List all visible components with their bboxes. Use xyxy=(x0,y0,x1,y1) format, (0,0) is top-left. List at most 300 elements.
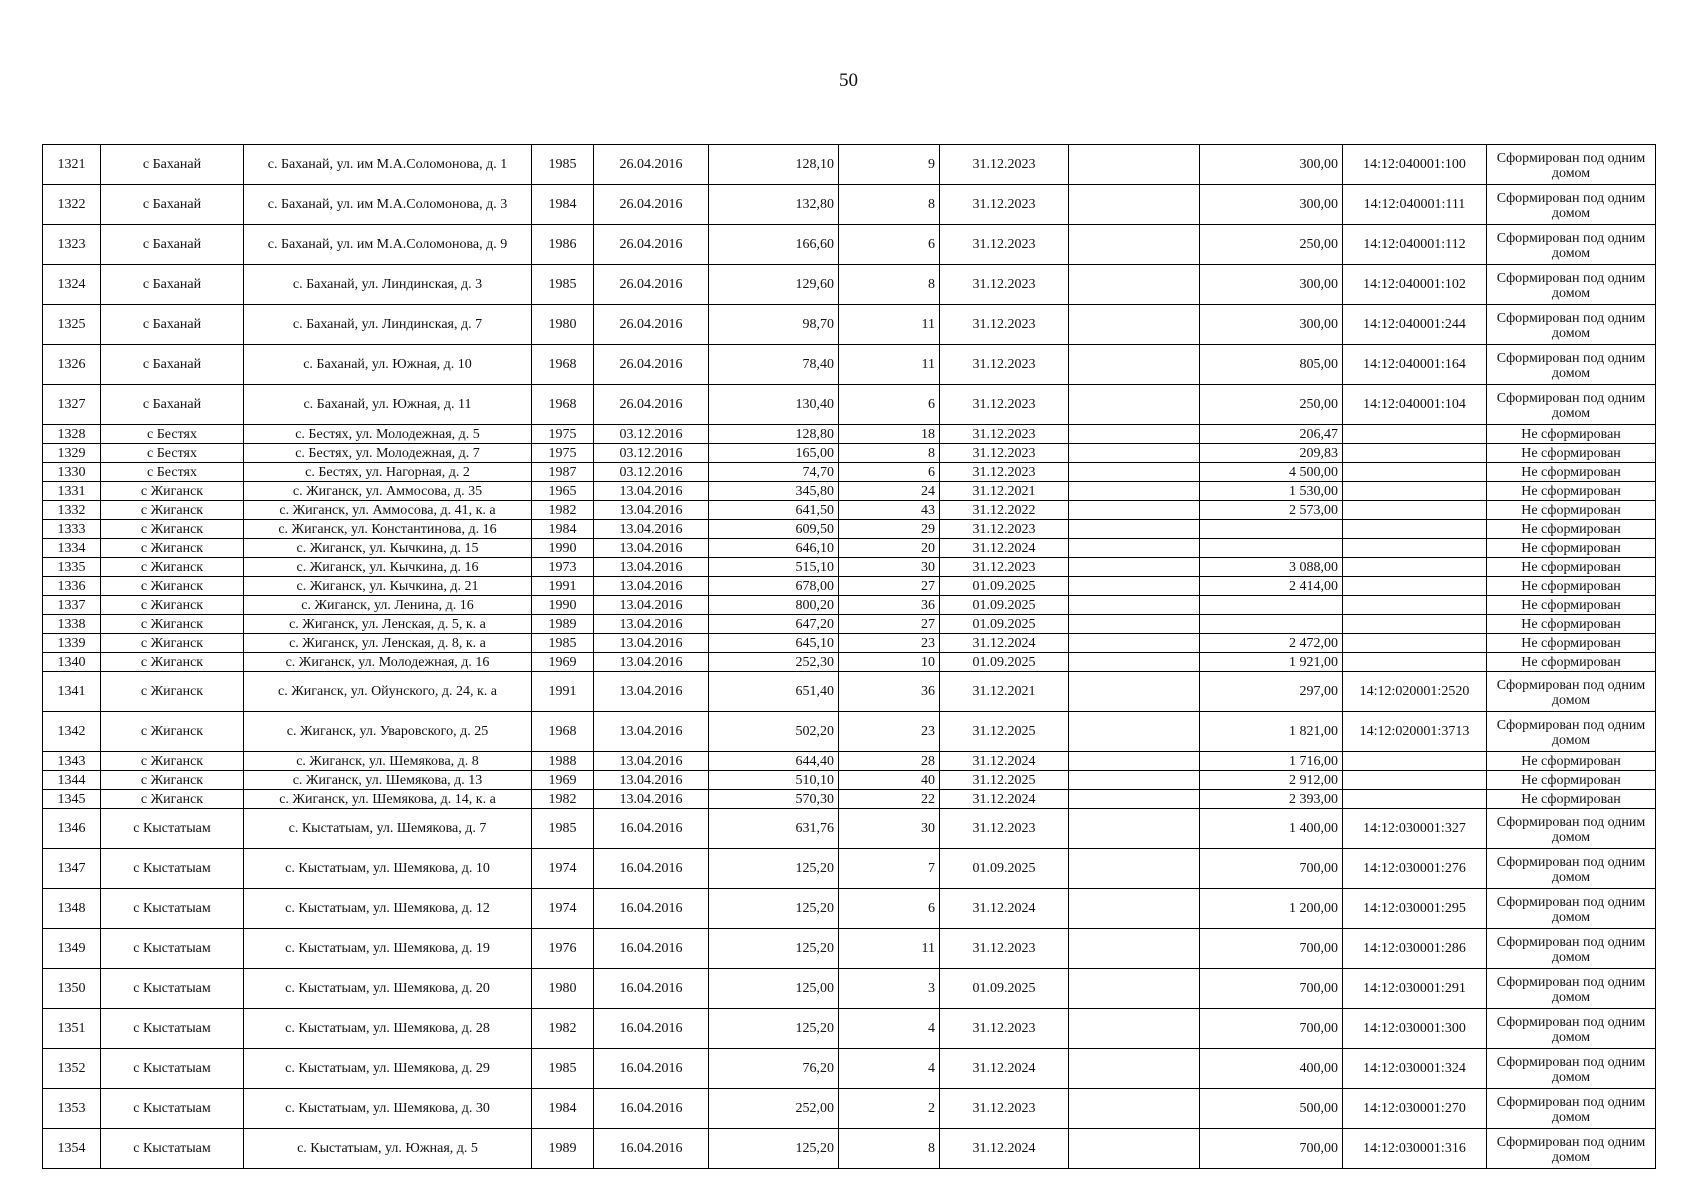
cadastral-number-cell: 14:12:020001:3713 xyxy=(1343,712,1487,752)
table-row xyxy=(43,969,1656,1009)
build-year-cell: 1974 xyxy=(532,849,594,889)
blank-cell-cell xyxy=(1069,809,1200,849)
land-status-cell: Сформирован под одним домом xyxy=(1487,712,1656,752)
address-cell: с. Жиганск, ул. Шемякова, д. 13 xyxy=(244,771,532,790)
row-number-cell: 1331 xyxy=(43,482,101,501)
blank-cell-cell xyxy=(1069,712,1200,752)
build-year-cell: 1968 xyxy=(532,712,594,752)
blank-cell-cell xyxy=(1069,889,1200,929)
relocation-deadline-cell: 31.12.2023 xyxy=(940,1089,1069,1129)
row-number-cell: 1351 xyxy=(43,1009,101,1049)
blank-cell-cell xyxy=(1069,305,1200,345)
land-status-cell: Сформирован под одним домом xyxy=(1487,1009,1656,1049)
address-cell: с. Жиганск, ул. Ленина, д. 16 xyxy=(244,596,532,615)
relocation-deadline-cell: 31.12.2023 xyxy=(940,1009,1069,1049)
address-cell: с. Кыстатыам, ул. Шемякова, д. 29 xyxy=(244,1049,532,1089)
address-cell: с. Кыстатыам, ул. Шемякова, д. 19 xyxy=(244,929,532,969)
residents-count-cell: 8 xyxy=(839,444,940,463)
registry-table xyxy=(42,144,1656,1169)
cadastral-number-cell: 14:12:030001:295 xyxy=(1343,889,1487,929)
survey-date-cell: 13.04.2016 xyxy=(594,672,709,712)
survey-date-cell: 13.04.2016 xyxy=(594,501,709,520)
survey-date-cell: 13.04.2016 xyxy=(594,712,709,752)
land-status-cell: Не сформирован xyxy=(1487,520,1656,539)
relocation-deadline-cell: 01.09.2025 xyxy=(940,653,1069,672)
settlement-cell: с Жиганск xyxy=(101,596,244,615)
cadastral-number-cell: 14:12:030001:276 xyxy=(1343,849,1487,889)
floor-area-cell: 645,10 xyxy=(709,634,839,653)
floor-area-cell: 644,40 xyxy=(709,752,839,771)
relocation-deadline-cell: 31.12.2023 xyxy=(940,444,1069,463)
cadastral-number-cell: 14:12:030001:324 xyxy=(1343,1049,1487,1089)
row-number-cell: 1353 xyxy=(43,1089,101,1129)
table-row xyxy=(43,265,1656,305)
build-year-cell: 1974 xyxy=(532,889,594,929)
residents-count-cell: 27 xyxy=(839,615,940,634)
survey-date-cell: 13.04.2016 xyxy=(594,596,709,615)
survey-date-cell: 26.04.2016 xyxy=(594,185,709,225)
cadastral-number-cell xyxy=(1343,558,1487,577)
land-area-cell: 2 573,00 xyxy=(1200,501,1343,520)
settlement-cell: с Жиганск xyxy=(101,615,244,634)
row-number-cell: 1333 xyxy=(43,520,101,539)
land-area-cell: 209,83 xyxy=(1200,444,1343,463)
floor-area-cell: 125,20 xyxy=(709,929,839,969)
land-status-cell: Не сформирован xyxy=(1487,790,1656,809)
table-row xyxy=(43,634,1656,653)
land-status-cell: Не сформирован xyxy=(1487,425,1656,444)
build-year-cell: 1980 xyxy=(532,305,594,345)
floor-area-cell: 345,80 xyxy=(709,482,839,501)
land-area-cell: 1 400,00 xyxy=(1200,809,1343,849)
survey-date-cell: 26.04.2016 xyxy=(594,145,709,185)
table-row xyxy=(43,444,1656,463)
land-area-cell: 250,00 xyxy=(1200,385,1343,425)
land-area-cell: 700,00 xyxy=(1200,1129,1343,1169)
survey-date-cell: 13.04.2016 xyxy=(594,752,709,771)
blank-cell-cell xyxy=(1069,1089,1200,1129)
residents-count-cell: 4 xyxy=(839,1009,940,1049)
relocation-deadline-cell: 31.12.2024 xyxy=(940,752,1069,771)
table-row xyxy=(43,712,1656,752)
land-status-cell: Сформирован под одним домом xyxy=(1487,889,1656,929)
relocation-deadline-cell: 31.12.2023 xyxy=(940,185,1069,225)
land-status-cell: Не сформирован xyxy=(1487,501,1656,520)
address-cell: с. Жиганск, ул. Кычкина, д. 21 xyxy=(244,577,532,596)
survey-date-cell: 13.04.2016 xyxy=(594,634,709,653)
build-year-cell: 1984 xyxy=(532,185,594,225)
build-year-cell: 1982 xyxy=(532,1009,594,1049)
floor-area-cell: 502,20 xyxy=(709,712,839,752)
build-year-cell: 1991 xyxy=(532,672,594,712)
row-number-cell: 1324 xyxy=(43,265,101,305)
settlement-cell: с Жиганск xyxy=(101,790,244,809)
build-year-cell: 1982 xyxy=(532,790,594,809)
table-row xyxy=(43,1129,1656,1169)
land-area-cell: 700,00 xyxy=(1200,929,1343,969)
row-number-cell: 1354 xyxy=(43,1129,101,1169)
survey-date-cell: 13.04.2016 xyxy=(594,615,709,634)
survey-date-cell: 16.04.2016 xyxy=(594,849,709,889)
blank-cell-cell xyxy=(1069,790,1200,809)
table-row xyxy=(43,577,1656,596)
land-status-cell: Не сформирован xyxy=(1487,596,1656,615)
row-number-cell: 1340 xyxy=(43,653,101,672)
survey-date-cell: 16.04.2016 xyxy=(594,809,709,849)
settlement-cell: с Кыстатыам xyxy=(101,969,244,1009)
land-status-cell: Сформирован под одним домом xyxy=(1487,1049,1656,1089)
address-cell: с. Жиганск, ул. Кычкина, д. 16 xyxy=(244,558,532,577)
row-number-cell: 1339 xyxy=(43,634,101,653)
row-number-cell: 1338 xyxy=(43,615,101,634)
land-status-cell: Сформирован под одним домом xyxy=(1487,1089,1656,1129)
land-area-cell: 206,47 xyxy=(1200,425,1343,444)
residents-count-cell: 6 xyxy=(839,225,940,265)
floor-area-cell: 800,20 xyxy=(709,596,839,615)
table-row xyxy=(43,1049,1656,1089)
blank-cell-cell xyxy=(1069,849,1200,889)
build-year-cell: 1984 xyxy=(532,520,594,539)
build-year-cell: 1973 xyxy=(532,558,594,577)
address-cell: с. Кыстатыам, ул. Южная, д. 5 xyxy=(244,1129,532,1169)
survey-date-cell: 13.04.2016 xyxy=(594,539,709,558)
cadastral-number-cell xyxy=(1343,539,1487,558)
residents-count-cell: 36 xyxy=(839,672,940,712)
cadastral-number-cell xyxy=(1343,425,1487,444)
relocation-deadline-cell: 31.12.2023 xyxy=(940,425,1069,444)
land-area-cell: 250,00 xyxy=(1200,225,1343,265)
survey-date-cell: 16.04.2016 xyxy=(594,969,709,1009)
settlement-cell: с Жиганск xyxy=(101,712,244,752)
settlement-cell: с Баханай xyxy=(101,185,244,225)
residents-count-cell: 3 xyxy=(839,969,940,1009)
floor-area-cell: 74,70 xyxy=(709,463,839,482)
address-cell: с. Жиганск, ул. Аммосова, д. 41, к. а xyxy=(244,501,532,520)
build-year-cell: 1975 xyxy=(532,425,594,444)
table-row xyxy=(43,463,1656,482)
land-area-cell: 700,00 xyxy=(1200,849,1343,889)
build-year-cell: 1969 xyxy=(532,771,594,790)
residents-count-cell: 10 xyxy=(839,653,940,672)
floor-area-cell: 128,10 xyxy=(709,145,839,185)
land-area-cell: 1 921,00 xyxy=(1200,653,1343,672)
relocation-deadline-cell: 31.12.2025 xyxy=(940,712,1069,752)
land-area-cell: 1 200,00 xyxy=(1200,889,1343,929)
floor-area-cell: 125,00 xyxy=(709,969,839,1009)
relocation-deadline-cell: 31.12.2024 xyxy=(940,634,1069,653)
row-number-cell: 1342 xyxy=(43,712,101,752)
land-status-cell: Не сформирован xyxy=(1487,539,1656,558)
land-status-cell: Сформирован под одним домом xyxy=(1487,225,1656,265)
cadastral-number-cell: 14:12:030001:286 xyxy=(1343,929,1487,969)
build-year-cell: 1990 xyxy=(532,539,594,558)
row-number-cell: 1346 xyxy=(43,809,101,849)
relocation-deadline-cell: 31.12.2023 xyxy=(940,225,1069,265)
blank-cell-cell xyxy=(1069,463,1200,482)
settlement-cell: с Бестях xyxy=(101,444,244,463)
residents-count-cell: 24 xyxy=(839,482,940,501)
build-year-cell: 1990 xyxy=(532,596,594,615)
relocation-deadline-cell: 01.09.2025 xyxy=(940,577,1069,596)
cadastral-number-cell: 14:12:040001:112 xyxy=(1343,225,1487,265)
settlement-cell: с Бестях xyxy=(101,463,244,482)
row-number-cell: 1345 xyxy=(43,790,101,809)
build-year-cell: 1969 xyxy=(532,653,594,672)
cadastral-number-cell xyxy=(1343,790,1487,809)
survey-date-cell: 16.04.2016 xyxy=(594,889,709,929)
blank-cell-cell xyxy=(1069,752,1200,771)
survey-date-cell: 26.04.2016 xyxy=(594,305,709,345)
land-status-cell: Сформирован под одним домом xyxy=(1487,809,1656,849)
residents-count-cell: 23 xyxy=(839,634,940,653)
table-row xyxy=(43,790,1656,809)
blank-cell-cell xyxy=(1069,1009,1200,1049)
blank-cell-cell xyxy=(1069,771,1200,790)
floor-area-cell: 130,40 xyxy=(709,385,839,425)
land-area-cell: 300,00 xyxy=(1200,185,1343,225)
address-cell: с. Жиганск, ул. Ленская, д. 5, к. а xyxy=(244,615,532,634)
cadastral-number-cell: 14:12:020001:2520 xyxy=(1343,672,1487,712)
floor-area-cell: 515,10 xyxy=(709,558,839,577)
address-cell: с. Кыстатыам, ул. Шемякова, д. 28 xyxy=(244,1009,532,1049)
land-area-cell: 700,00 xyxy=(1200,1009,1343,1049)
relocation-deadline-cell: 31.12.2023 xyxy=(940,385,1069,425)
address-cell: с. Жиганск, ул. Кычкина, д. 15 xyxy=(244,539,532,558)
relocation-deadline-cell: 31.12.2024 xyxy=(940,1129,1069,1169)
build-year-cell: 1985 xyxy=(532,634,594,653)
settlement-cell: с Жиганск xyxy=(101,577,244,596)
relocation-deadline-cell: 31.12.2023 xyxy=(940,463,1069,482)
address-cell: с. Жиганск, ул. Ойунского, д. 24, к. а xyxy=(244,672,532,712)
build-year-cell: 1988 xyxy=(532,752,594,771)
blank-cell-cell xyxy=(1069,425,1200,444)
build-year-cell: 1991 xyxy=(532,577,594,596)
blank-cell-cell xyxy=(1069,345,1200,385)
blank-cell-cell xyxy=(1069,653,1200,672)
residents-count-cell: 4 xyxy=(839,1049,940,1089)
relocation-deadline-cell: 01.09.2025 xyxy=(940,615,1069,634)
cadastral-number-cell xyxy=(1343,444,1487,463)
residents-count-cell: 2 xyxy=(839,1089,940,1129)
relocation-deadline-cell: 31.12.2023 xyxy=(940,305,1069,345)
build-year-cell: 1985 xyxy=(532,809,594,849)
address-cell: с. Бестях, ул. Нагорная, д. 2 xyxy=(244,463,532,482)
build-year-cell: 1968 xyxy=(532,385,594,425)
survey-date-cell: 16.04.2016 xyxy=(594,929,709,969)
residents-count-cell: 30 xyxy=(839,558,940,577)
settlement-cell: с Баханай xyxy=(101,225,244,265)
build-year-cell: 1984 xyxy=(532,1089,594,1129)
floor-area-cell: 125,20 xyxy=(709,1009,839,1049)
row-number-cell: 1322 xyxy=(43,185,101,225)
row-number-cell: 1327 xyxy=(43,385,101,425)
row-number-cell: 1347 xyxy=(43,849,101,889)
cadastral-number-cell xyxy=(1343,482,1487,501)
cadastral-number-cell xyxy=(1343,615,1487,634)
blank-cell-cell xyxy=(1069,929,1200,969)
settlement-cell: с Жиганск xyxy=(101,501,244,520)
floor-area-cell: 651,40 xyxy=(709,672,839,712)
land-area-cell: 297,00 xyxy=(1200,672,1343,712)
table-row xyxy=(43,185,1656,225)
address-cell: с. Баханай, ул. Линдинская, д. 3 xyxy=(244,265,532,305)
land-status-cell: Не сформирован xyxy=(1487,482,1656,501)
floor-area-cell: 631,76 xyxy=(709,809,839,849)
residents-count-cell: 28 xyxy=(839,752,940,771)
table-row xyxy=(43,501,1656,520)
land-status-cell: Сформирован под одним домом xyxy=(1487,929,1656,969)
table-row xyxy=(43,145,1656,185)
table-row xyxy=(43,305,1656,345)
table-row xyxy=(43,1089,1656,1129)
row-number-cell: 1330 xyxy=(43,463,101,482)
land-area-cell: 4 500,00 xyxy=(1200,463,1343,482)
row-number-cell: 1341 xyxy=(43,672,101,712)
residents-count-cell: 22 xyxy=(839,790,940,809)
land-status-cell: Сформирован под одним домом xyxy=(1487,672,1656,712)
floor-area-cell: 678,00 xyxy=(709,577,839,596)
survey-date-cell: 26.04.2016 xyxy=(594,385,709,425)
residents-count-cell: 8 xyxy=(839,265,940,305)
land-area-cell: 700,00 xyxy=(1200,969,1343,1009)
table-row xyxy=(43,615,1656,634)
survey-date-cell: 13.04.2016 xyxy=(594,482,709,501)
build-year-cell: 1968 xyxy=(532,345,594,385)
build-year-cell: 1965 xyxy=(532,482,594,501)
cadastral-number-cell xyxy=(1343,577,1487,596)
settlement-cell: с Кыстатыам xyxy=(101,809,244,849)
land-area-cell: 1 530,00 xyxy=(1200,482,1343,501)
table-row xyxy=(43,596,1656,615)
row-number-cell: 1321 xyxy=(43,145,101,185)
address-cell: с. Баханай, ул. Южная, д. 11 xyxy=(244,385,532,425)
address-cell: с. Баханай, ул. Линдинская, д. 7 xyxy=(244,305,532,345)
relocation-deadline-cell: 31.12.2025 xyxy=(940,771,1069,790)
survey-date-cell: 03.12.2016 xyxy=(594,425,709,444)
relocation-deadline-cell: 31.12.2023 xyxy=(940,929,1069,969)
settlement-cell: с Кыстатыам xyxy=(101,889,244,929)
blank-cell-cell xyxy=(1069,577,1200,596)
floor-area-cell: 252,30 xyxy=(709,653,839,672)
build-year-cell: 1976 xyxy=(532,929,594,969)
land-status-cell: Не сформирован xyxy=(1487,752,1656,771)
land-status-cell: Не сформирован xyxy=(1487,634,1656,653)
build-year-cell: 1987 xyxy=(532,463,594,482)
land-status-cell: Не сформирован xyxy=(1487,558,1656,577)
relocation-deadline-cell: 01.09.2025 xyxy=(940,969,1069,1009)
table-row xyxy=(43,809,1656,849)
settlement-cell: с Жиганск xyxy=(101,752,244,771)
survey-date-cell: 13.04.2016 xyxy=(594,558,709,577)
row-number-cell: 1329 xyxy=(43,444,101,463)
relocation-deadline-cell: 31.12.2021 xyxy=(940,672,1069,712)
survey-date-cell: 13.04.2016 xyxy=(594,771,709,790)
row-number-cell: 1335 xyxy=(43,558,101,577)
build-year-cell: 1989 xyxy=(532,1129,594,1169)
row-number-cell: 1328 xyxy=(43,425,101,444)
floor-area-cell: 76,20 xyxy=(709,1049,839,1089)
floor-area-cell: 252,00 xyxy=(709,1089,839,1129)
address-cell: с. Баханай, ул. им М.А.Соломонова, д. 3 xyxy=(244,185,532,225)
land-area-cell: 2 472,00 xyxy=(1200,634,1343,653)
relocation-deadline-cell: 31.12.2021 xyxy=(940,482,1069,501)
survey-date-cell: 03.12.2016 xyxy=(594,463,709,482)
land-status-cell: Сформирован под одним домом xyxy=(1487,969,1656,1009)
cadastral-number-cell: 14:12:030001:291 xyxy=(1343,969,1487,1009)
settlement-cell: с Жиганск xyxy=(101,520,244,539)
cadastral-number-cell: 14:12:040001:164 xyxy=(1343,345,1487,385)
floor-area-cell: 647,20 xyxy=(709,615,839,634)
relocation-deadline-cell: 31.12.2024 xyxy=(940,539,1069,558)
residents-count-cell: 6 xyxy=(839,463,940,482)
residents-count-cell: 18 xyxy=(839,425,940,444)
floor-area-cell: 646,10 xyxy=(709,539,839,558)
address-cell: с. Жиганск, ул. Молодежная, д. 16 xyxy=(244,653,532,672)
address-cell: с. Жиганск, ул. Шемякова, д. 8 xyxy=(244,752,532,771)
settlement-cell: с Кыстатыам xyxy=(101,1129,244,1169)
residents-count-cell: 30 xyxy=(839,809,940,849)
residents-count-cell: 8 xyxy=(839,185,940,225)
cadastral-number-cell xyxy=(1343,752,1487,771)
build-year-cell: 1985 xyxy=(532,265,594,305)
table-row xyxy=(43,558,1656,577)
land-status-cell: Сформирован под одним домом xyxy=(1487,1129,1656,1169)
build-year-cell: 1980 xyxy=(532,969,594,1009)
blank-cell-cell xyxy=(1069,1129,1200,1169)
settlement-cell: с Кыстатыам xyxy=(101,1009,244,1049)
relocation-deadline-cell: 31.12.2024 xyxy=(940,790,1069,809)
blank-cell-cell xyxy=(1069,558,1200,577)
cadastral-number-cell xyxy=(1343,653,1487,672)
land-status-cell: Сформирован под одним домом xyxy=(1487,849,1656,889)
table-row xyxy=(43,929,1656,969)
settlement-cell: с Баханай xyxy=(101,265,244,305)
settlement-cell: с Кыстатыам xyxy=(101,1049,244,1089)
survey-date-cell: 13.04.2016 xyxy=(594,520,709,539)
row-number-cell: 1323 xyxy=(43,225,101,265)
residents-count-cell: 11 xyxy=(839,929,940,969)
floor-area-cell: 128,80 xyxy=(709,425,839,444)
cadastral-number-cell xyxy=(1343,634,1487,653)
address-cell: с. Бестях, ул. Молодежная, д. 5 xyxy=(244,425,532,444)
floor-area-cell: 132,80 xyxy=(709,185,839,225)
land-status-cell: Не сформирован xyxy=(1487,577,1656,596)
settlement-cell: с Баханай xyxy=(101,345,244,385)
land-status-cell: Сформирован под одним домом xyxy=(1487,305,1656,345)
land-area-cell: 400,00 xyxy=(1200,1049,1343,1089)
row-number-cell: 1343 xyxy=(43,752,101,771)
floor-area-cell: 98,70 xyxy=(709,305,839,345)
residents-count-cell: 23 xyxy=(839,712,940,752)
residents-count-cell: 7 xyxy=(839,849,940,889)
row-number-cell: 1336 xyxy=(43,577,101,596)
row-number-cell: 1325 xyxy=(43,305,101,345)
table-row xyxy=(43,539,1656,558)
blank-cell-cell xyxy=(1069,1049,1200,1089)
survey-date-cell: 26.04.2016 xyxy=(594,225,709,265)
relocation-deadline-cell: 31.12.2024 xyxy=(940,889,1069,929)
table-row xyxy=(43,849,1656,889)
cadastral-number-cell: 14:12:040001:102 xyxy=(1343,265,1487,305)
residents-count-cell: 29 xyxy=(839,520,940,539)
land-area-cell: 300,00 xyxy=(1200,145,1343,185)
blank-cell-cell xyxy=(1069,145,1200,185)
land-area-cell: 805,00 xyxy=(1200,345,1343,385)
land-area-cell: 2 393,00 xyxy=(1200,790,1343,809)
row-number-cell: 1344 xyxy=(43,771,101,790)
registry-body xyxy=(43,145,1656,1169)
floor-area-cell: 609,50 xyxy=(709,520,839,539)
